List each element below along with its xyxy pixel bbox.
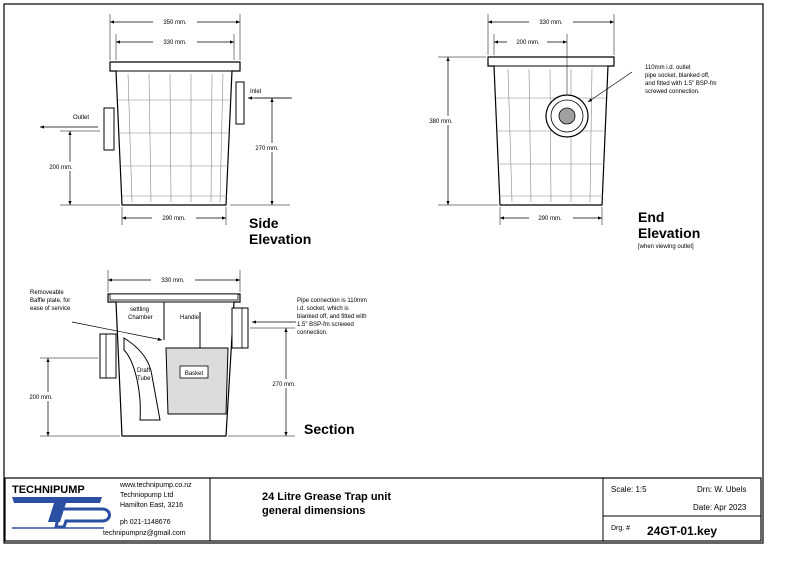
title-block [5,478,761,541]
side-dim-inlet-height: 270 mm. [255,146,279,152]
end-elevation [427,14,717,250]
section-view [28,270,367,437]
side-dim-outlet-height: 200 mm. [49,165,73,171]
section-pipe-note-1: Pipe connection is 110mm [297,298,367,304]
end-dim-top-outer: 330 mm. [539,20,563,26]
drawing-number: 24GT-01.key [647,524,718,538]
section-baffle-note-2: Baffle plate, for [30,298,71,304]
company-address: Hamilton East, 3216 [120,502,184,509]
company-email[interactable]: technipumpnz@gmail.com [103,530,186,537]
end-dim-top-inner: 200 mm. [516,40,540,46]
section-baffle-note-3: ease of service [30,306,71,312]
drawing-title-line2: general dimensions [262,505,366,517]
drawing-title-line1: 24 Litre Grease Trap unit [262,491,391,503]
side-elevation [40,14,311,247]
website[interactable]: www.technipump.co.nz [120,482,192,489]
section-pipe-note-4: 1.5" BSP-fm screwed [297,322,354,328]
company-name: Techniopump Ltd [120,492,174,499]
section-basket [166,348,228,414]
section-draft-label-1: Draft [137,368,151,374]
brand-name: TECHNIPUMP [12,484,85,496]
end-callout-4: screwed connection. [645,89,700,95]
section-dim-left: 200 mm. [29,395,53,401]
side-dim-top-outer: 350 mm. [163,20,187,26]
section-baffle-note-1: Removeable [30,290,64,296]
end-dim-bottom: 290 mm. [538,216,562,222]
section-handle-label: Handle [180,315,200,321]
side-dim-bottom: 290 mm. [162,216,186,222]
section-pipe-note-5: connection. [297,330,328,336]
section-title: Section [304,421,355,437]
section-pipe-note-2: i.d. socket, which is [297,306,349,312]
side-label-inlet: Inlet [250,89,262,95]
drg-label: Drg. # [611,525,631,532]
section-dim-top: 330 mm. [161,278,185,284]
section-dim-right: 270 mm. [272,382,296,388]
side-label-outlet: Outlet [73,115,90,121]
scale-label: Scale: 1:5 [611,485,647,494]
section-settling-label-1: settling [130,307,150,313]
section-basket-label: Basket [184,371,204,377]
end-callout-1: 110mm i.d. outlet [645,65,691,71]
end-note: [when viewing outlet] [638,244,694,250]
end-callout-3: and fitted with 1.5" BSP-fm [645,81,717,87]
end-title-line2: Elevation [638,225,701,241]
section-draft-label-2: Tube [137,376,151,382]
end-title-line1: End [638,209,665,225]
company-phone: ph 021-1148676 [120,519,171,526]
side-title-line1: Side [249,215,279,231]
section-settling-label-2: Chamber [128,315,153,321]
end-callout-2: pipe socket, blanked off, [645,73,710,79]
drawing-date: Date: Apr 2023 [693,503,747,512]
side-title-line2: Elevation [249,231,312,247]
section-pipe-note-3: blanked off, and fitted with [297,314,367,320]
drawn-by: Drn: W. Ubels [697,485,747,494]
end-dim-height: 380 mm. [429,119,453,125]
side-dim-top-inner: 330 mm. [163,40,187,46]
